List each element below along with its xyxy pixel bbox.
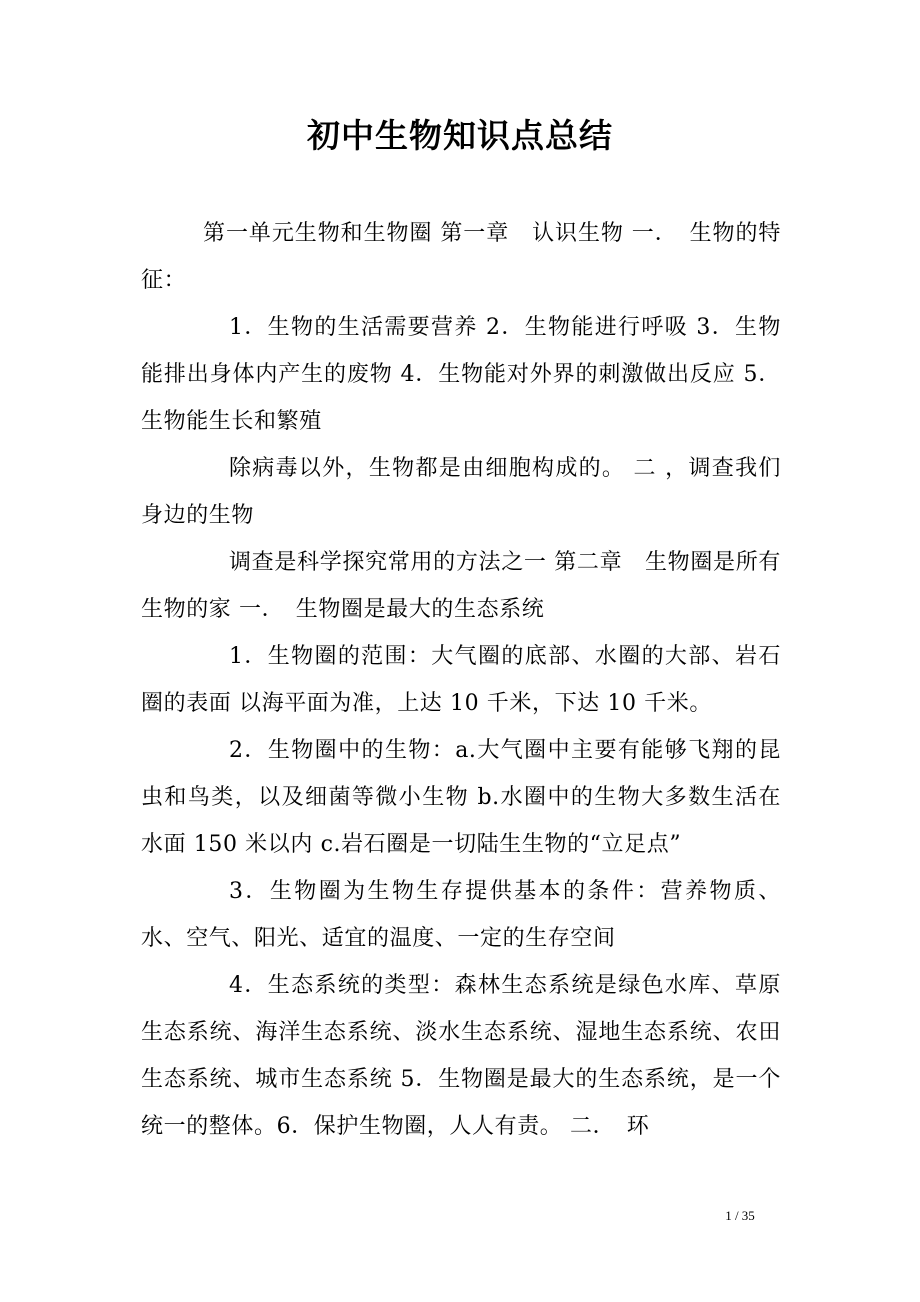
page-number: 1 / 35	[725, 1208, 755, 1223]
paragraph-2: 1．生物的生活需要营养 2．生物能进行呼吸 3．生物能排出身体内产生的废物 4．生物能对外界的刺激做出反应 5．生物能生长和繁殖	[141, 315, 781, 434]
paragraph-4: 调查是科学探究常用的方法之一 第二章 生物圈是所有生物的家 一． 生物圈是最大的生态系统	[141, 550, 781, 622]
paragraph-3: 除病毒以外，生物都是由细胞构成的。 二 ，调查我们身边的生物	[141, 456, 781, 528]
document-title: 初中生物知识点总结	[307, 116, 613, 155]
paragraph-8: 4．生态系统的类型：森林生态系统是绿色水库、草原生态系统、海洋生态系统、淡水生态系统、湿地生态系统、农田生态系统、城市生态系统 5．生物圈是最大的生态系统，是一个统一的整体。6．保护生物圈，人人有责。 二． 环	[141, 973, 781, 1139]
paragraph-5: 1．生物圈的范围：大气圈的底部、水圈的大部、岩石圈的表面 以海平面为准，上达 10 千米，下达 10 千米。	[141, 644, 781, 716]
paragraph-1: 第一单元生物和生物圈 第一章 认识生物 一． 生物的特征：	[141, 221, 781, 293]
paragraph-6: 2．生物圈中的生物：a.大气圈中主要有能够飞翔的昆虫和鸟类，以及细菌等微小生物 b.水圈中的生物大多数生活在水面 150 米以内 c.岩石圈是一切陆生生物的“立足点”	[141, 738, 781, 857]
document-body	[141, 210, 781, 1150]
paragraph-7: 3．生物圈为生物生存提供基本的条件：营养物质、水、空气、阳光、适宜的温度、一定的生存空间	[141, 879, 781, 951]
